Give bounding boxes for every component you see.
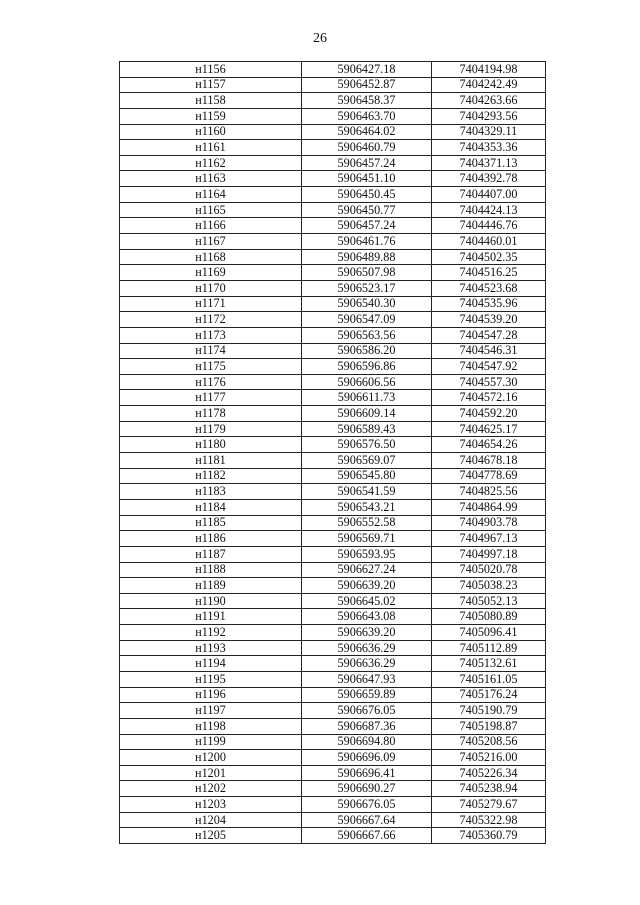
x-coordinate-cell: 5906458.37 xyxy=(302,93,432,109)
table-row xyxy=(120,124,546,140)
point-id-cell: н1200 xyxy=(120,750,302,766)
point-id-cell: н1193 xyxy=(120,640,302,656)
x-coordinate-cell: 5906636.29 xyxy=(302,656,432,672)
point-id-cell: н1157 xyxy=(120,77,302,93)
y-coordinate-cell: 7404263.66 xyxy=(432,93,546,109)
y-coordinate-cell: 7404825.56 xyxy=(432,484,546,500)
x-coordinate-cell: 5906676.05 xyxy=(302,703,432,719)
point-id-cell: н1168 xyxy=(120,249,302,265)
table-row xyxy=(120,77,546,93)
table-row xyxy=(120,265,546,281)
point-id-cell: н1165 xyxy=(120,202,302,218)
point-id-cell: н1174 xyxy=(120,343,302,359)
table-row xyxy=(120,93,546,109)
x-coordinate-cell: 5906609.14 xyxy=(302,406,432,422)
y-coordinate-cell: 7404293.56 xyxy=(432,108,546,124)
table-row xyxy=(120,578,546,594)
x-coordinate-cell: 5906586.20 xyxy=(302,343,432,359)
y-coordinate-cell: 7404778.69 xyxy=(432,468,546,484)
table-row xyxy=(120,609,546,625)
table-row xyxy=(120,656,546,672)
point-id-cell: н1172 xyxy=(120,312,302,328)
table-row xyxy=(120,171,546,187)
y-coordinate-cell: 7404242.49 xyxy=(432,77,546,93)
point-id-cell: н1205 xyxy=(120,828,302,844)
point-id-cell: н1156 xyxy=(120,62,302,78)
x-coordinate-cell: 5906643.08 xyxy=(302,609,432,625)
y-coordinate-cell: 7405226.34 xyxy=(432,765,546,781)
y-coordinate-cell: 7404864.99 xyxy=(432,499,546,515)
point-id-cell: н1159 xyxy=(120,108,302,124)
point-id-cell: н1194 xyxy=(120,656,302,672)
x-coordinate-cell: 5906540.30 xyxy=(302,296,432,312)
table-row xyxy=(120,155,546,171)
table-row xyxy=(120,812,546,828)
x-coordinate-cell: 5906541.59 xyxy=(302,484,432,500)
table-row xyxy=(120,374,546,390)
y-coordinate-cell: 7405052.13 xyxy=(432,593,546,609)
y-coordinate-cell: 7404194.98 xyxy=(432,62,546,78)
y-coordinate-cell: 7405216.00 xyxy=(432,750,546,766)
y-coordinate-cell: 7404678.18 xyxy=(432,453,546,469)
table-row xyxy=(120,625,546,641)
y-coordinate-cell: 7404539.20 xyxy=(432,312,546,328)
x-coordinate-cell: 5906507.98 xyxy=(302,265,432,281)
x-coordinate-cell: 5906627.24 xyxy=(302,562,432,578)
table-row xyxy=(120,312,546,328)
point-id-cell: н1164 xyxy=(120,187,302,203)
y-coordinate-cell: 7405279.67 xyxy=(432,797,546,813)
point-id-cell: н1176 xyxy=(120,374,302,390)
x-coordinate-cell: 5906460.79 xyxy=(302,140,432,156)
y-coordinate-cell: 7405238.94 xyxy=(432,781,546,797)
point-id-cell: н1182 xyxy=(120,468,302,484)
y-coordinate-cell: 7405322.98 xyxy=(432,812,546,828)
x-coordinate-cell: 5906563.56 xyxy=(302,327,432,343)
y-coordinate-cell: 7404997.18 xyxy=(432,546,546,562)
table-row xyxy=(120,718,546,734)
y-coordinate-cell: 7405176.24 xyxy=(432,687,546,703)
point-id-cell: н1166 xyxy=(120,218,302,234)
table-row xyxy=(120,484,546,500)
x-coordinate-cell: 5906696.41 xyxy=(302,765,432,781)
point-id-cell: н1177 xyxy=(120,390,302,406)
table-row xyxy=(120,562,546,578)
coordinates-table xyxy=(119,61,546,844)
x-coordinate-cell: 5906461.76 xyxy=(302,234,432,250)
y-coordinate-cell: 7405080.89 xyxy=(432,609,546,625)
point-id-cell: н1179 xyxy=(120,421,302,437)
x-coordinate-cell: 5906676.05 xyxy=(302,797,432,813)
y-coordinate-cell: 7404460.01 xyxy=(432,234,546,250)
y-coordinate-cell: 7404546.31 xyxy=(432,343,546,359)
table-row xyxy=(120,437,546,453)
table-row xyxy=(120,140,546,156)
y-coordinate-cell: 7404516.25 xyxy=(432,265,546,281)
x-coordinate-cell: 5906569.07 xyxy=(302,453,432,469)
x-coordinate-cell: 5906463.70 xyxy=(302,108,432,124)
table-row xyxy=(120,765,546,781)
x-coordinate-cell: 5906667.66 xyxy=(302,828,432,844)
y-coordinate-cell: 7404572.16 xyxy=(432,390,546,406)
point-id-cell: н1180 xyxy=(120,437,302,453)
x-coordinate-cell: 5906645.02 xyxy=(302,593,432,609)
table-row xyxy=(120,453,546,469)
table-row xyxy=(120,499,546,515)
point-id-cell: н1185 xyxy=(120,515,302,531)
table-row xyxy=(120,187,546,203)
y-coordinate-cell: 7404353.36 xyxy=(432,140,546,156)
point-id-cell: н1160 xyxy=(120,124,302,140)
y-coordinate-cell: 7404903.78 xyxy=(432,515,546,531)
point-id-cell: н1162 xyxy=(120,155,302,171)
x-coordinate-cell: 5906545.80 xyxy=(302,468,432,484)
y-coordinate-cell: 7405190.79 xyxy=(432,703,546,719)
x-coordinate-cell: 5906451.10 xyxy=(302,171,432,187)
point-id-cell: н1202 xyxy=(120,781,302,797)
y-coordinate-cell: 7404547.28 xyxy=(432,327,546,343)
table-row xyxy=(120,202,546,218)
x-coordinate-cell: 5906576.50 xyxy=(302,437,432,453)
x-coordinate-cell: 5906639.20 xyxy=(302,625,432,641)
point-id-cell: н1161 xyxy=(120,140,302,156)
point-id-cell: н1173 xyxy=(120,327,302,343)
x-coordinate-cell: 5906450.77 xyxy=(302,202,432,218)
y-coordinate-cell: 7405198.87 xyxy=(432,718,546,734)
point-id-cell: н1158 xyxy=(120,93,302,109)
point-id-cell: н1195 xyxy=(120,671,302,687)
x-coordinate-cell: 5906639.20 xyxy=(302,578,432,594)
y-coordinate-cell: 7404446.76 xyxy=(432,218,546,234)
y-coordinate-cell: 7404523.68 xyxy=(432,280,546,296)
point-id-cell: н1188 xyxy=(120,562,302,578)
coordinates-table-body xyxy=(120,62,546,844)
x-coordinate-cell: 5906696.09 xyxy=(302,750,432,766)
point-id-cell: н1198 xyxy=(120,718,302,734)
y-coordinate-cell: 7405038.23 xyxy=(432,578,546,594)
y-coordinate-cell: 7405096.41 xyxy=(432,625,546,641)
point-id-cell: н1189 xyxy=(120,578,302,594)
page-number: 26 xyxy=(313,31,327,46)
x-coordinate-cell: 5906450.45 xyxy=(302,187,432,203)
point-id-cell: н1203 xyxy=(120,797,302,813)
table-row xyxy=(120,593,546,609)
table-row xyxy=(120,687,546,703)
x-coordinate-cell: 5906569.71 xyxy=(302,531,432,547)
point-id-cell: н1187 xyxy=(120,546,302,562)
point-id-cell: н1196 xyxy=(120,687,302,703)
table-row xyxy=(120,640,546,656)
y-coordinate-cell: 7404329.11 xyxy=(432,124,546,140)
y-coordinate-cell: 7404502.35 xyxy=(432,249,546,265)
table-row xyxy=(120,108,546,124)
point-id-cell: н1201 xyxy=(120,765,302,781)
table-row xyxy=(120,750,546,766)
table-row xyxy=(120,327,546,343)
x-coordinate-cell: 5906606.56 xyxy=(302,374,432,390)
x-coordinate-cell: 5906636.29 xyxy=(302,640,432,656)
table-row xyxy=(120,234,546,250)
x-coordinate-cell: 5906457.24 xyxy=(302,218,432,234)
point-id-cell: н1171 xyxy=(120,296,302,312)
point-id-cell: н1167 xyxy=(120,234,302,250)
point-id-cell: н1183 xyxy=(120,484,302,500)
table-row xyxy=(120,359,546,375)
table-row xyxy=(120,468,546,484)
table-row xyxy=(120,531,546,547)
y-coordinate-cell: 7404654.26 xyxy=(432,437,546,453)
point-id-cell: н1181 xyxy=(120,453,302,469)
x-coordinate-cell: 5906547.09 xyxy=(302,312,432,328)
y-coordinate-cell: 7405132.61 xyxy=(432,656,546,672)
table-row xyxy=(120,296,546,312)
x-coordinate-cell: 5906611.73 xyxy=(302,390,432,406)
y-coordinate-cell: 7404535.96 xyxy=(432,296,546,312)
point-id-cell: н1192 xyxy=(120,625,302,641)
table-row xyxy=(120,421,546,437)
table-row xyxy=(120,734,546,750)
y-coordinate-cell: 7404625.17 xyxy=(432,421,546,437)
point-id-cell: н1170 xyxy=(120,280,302,296)
table-row xyxy=(120,797,546,813)
y-coordinate-cell: 7404407.00 xyxy=(432,187,546,203)
y-coordinate-cell: 7404371.13 xyxy=(432,155,546,171)
table-row xyxy=(120,781,546,797)
x-coordinate-cell: 5906464.02 xyxy=(302,124,432,140)
table-row xyxy=(120,343,546,359)
x-coordinate-cell: 5906552.58 xyxy=(302,515,432,531)
y-coordinate-cell: 7404557.30 xyxy=(432,374,546,390)
x-coordinate-cell: 5906489.88 xyxy=(302,249,432,265)
x-coordinate-cell: 5906589.43 xyxy=(302,421,432,437)
x-coordinate-cell: 5906659.89 xyxy=(302,687,432,703)
point-id-cell: н1199 xyxy=(120,734,302,750)
y-coordinate-cell: 7404547.92 xyxy=(432,359,546,375)
point-id-cell: н1169 xyxy=(120,265,302,281)
x-coordinate-cell: 5906667.64 xyxy=(302,812,432,828)
y-coordinate-cell: 7404592.20 xyxy=(432,406,546,422)
table-row xyxy=(120,515,546,531)
x-coordinate-cell: 5906694.80 xyxy=(302,734,432,750)
point-id-cell: н1184 xyxy=(120,499,302,515)
y-coordinate-cell: 7405020.78 xyxy=(432,562,546,578)
table-row xyxy=(120,546,546,562)
x-coordinate-cell: 5906457.24 xyxy=(302,155,432,171)
point-id-cell: н1190 xyxy=(120,593,302,609)
x-coordinate-cell: 5906687.36 xyxy=(302,718,432,734)
x-coordinate-cell: 5906647.93 xyxy=(302,671,432,687)
y-coordinate-cell: 7404424.13 xyxy=(432,202,546,218)
point-id-cell: н1197 xyxy=(120,703,302,719)
point-id-cell: н1175 xyxy=(120,359,302,375)
x-coordinate-cell: 5906690.27 xyxy=(302,781,432,797)
y-coordinate-cell: 7405112.89 xyxy=(432,640,546,656)
point-id-cell: н1204 xyxy=(120,812,302,828)
y-coordinate-cell: 7405161.05 xyxy=(432,671,546,687)
point-id-cell: н1178 xyxy=(120,406,302,422)
y-coordinate-cell: 7405208.56 xyxy=(432,734,546,750)
table-row xyxy=(120,218,546,234)
point-id-cell: н1163 xyxy=(120,171,302,187)
x-coordinate-cell: 5906596.86 xyxy=(302,359,432,375)
table-row xyxy=(120,406,546,422)
x-coordinate-cell: 5906543.21 xyxy=(302,499,432,515)
point-id-cell: н1186 xyxy=(120,531,302,547)
y-coordinate-cell: 7405360.79 xyxy=(432,828,546,844)
point-id-cell: н1191 xyxy=(120,609,302,625)
table-row xyxy=(120,828,546,844)
x-coordinate-cell: 5906593.95 xyxy=(302,546,432,562)
table-row xyxy=(120,249,546,265)
table-row xyxy=(120,390,546,406)
y-coordinate-cell: 7404967.13 xyxy=(432,531,546,547)
x-coordinate-cell: 5906427.18 xyxy=(302,62,432,78)
x-coordinate-cell: 5906452.87 xyxy=(302,77,432,93)
table-row xyxy=(120,671,546,687)
table-row xyxy=(120,62,546,78)
x-coordinate-cell: 5906523.17 xyxy=(302,280,432,296)
table-row xyxy=(120,703,546,719)
y-coordinate-cell: 7404392.78 xyxy=(432,171,546,187)
table-row xyxy=(120,280,546,296)
